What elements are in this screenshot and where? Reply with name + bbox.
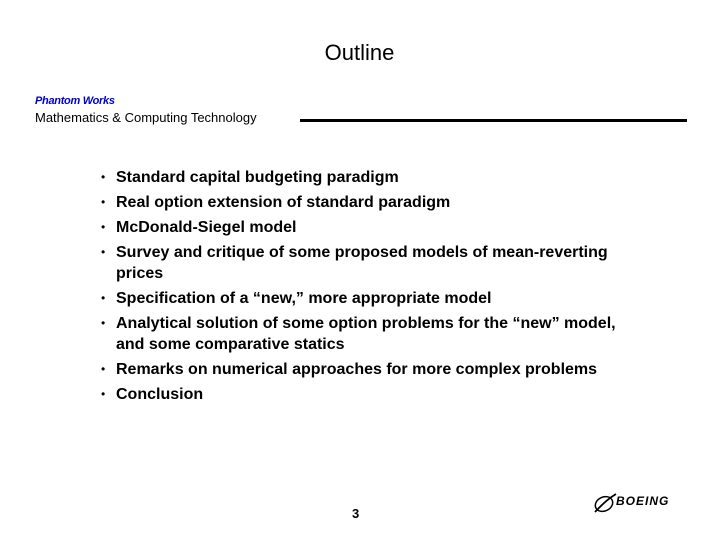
list-item-text: Survey and critique of some proposed models of mean-reverting prices	[116, 244, 608, 282]
list-item	[97, 359, 617, 380]
slide-title: Outline	[324, 40, 395, 65]
outline-list	[97, 167, 617, 409]
page-number: 3	[352, 506, 360, 521]
list-item	[97, 192, 617, 213]
list-item-text: Conclusion	[116, 386, 204, 403]
list-item	[97, 384, 617, 405]
list-item	[97, 313, 617, 355]
list-item-text: Analytical solution of some option problems for the “new” model, and some comparative statics	[116, 315, 616, 353]
list-item-text: Real option extension of standard paradigm	[116, 194, 451, 211]
list-item-text: Specification of a “new,” more appropriate model	[116, 290, 492, 307]
boeing-logo	[592, 490, 692, 518]
list-item-text: Standard capital budgeting paradigm	[116, 169, 399, 186]
department-label: Mathematics & Computing Technology	[35, 110, 257, 125]
brand-logo-text: Phantom Works	[35, 95, 115, 107]
bullet-icon: •	[101, 220, 106, 234]
bullet-icon: •	[101, 195, 106, 209]
list-item	[97, 217, 617, 238]
list-item	[97, 288, 617, 309]
list-item-text: Remarks on numerical approaches for more complex problems	[116, 361, 598, 378]
list-item	[97, 242, 617, 284]
list-item	[97, 167, 617, 188]
bullet-icon: •	[101, 316, 106, 330]
logo-wordmark: BOEING	[616, 494, 670, 508]
bullet-icon: •	[101, 245, 106, 259]
list-item-text: McDonald-Siegel model	[116, 219, 297, 236]
bullet-icon: •	[101, 387, 106, 401]
bullet-icon: •	[101, 291, 106, 305]
bullet-icon: •	[101, 170, 106, 184]
bullet-icon: •	[101, 362, 106, 376]
header-rule	[300, 119, 687, 122]
